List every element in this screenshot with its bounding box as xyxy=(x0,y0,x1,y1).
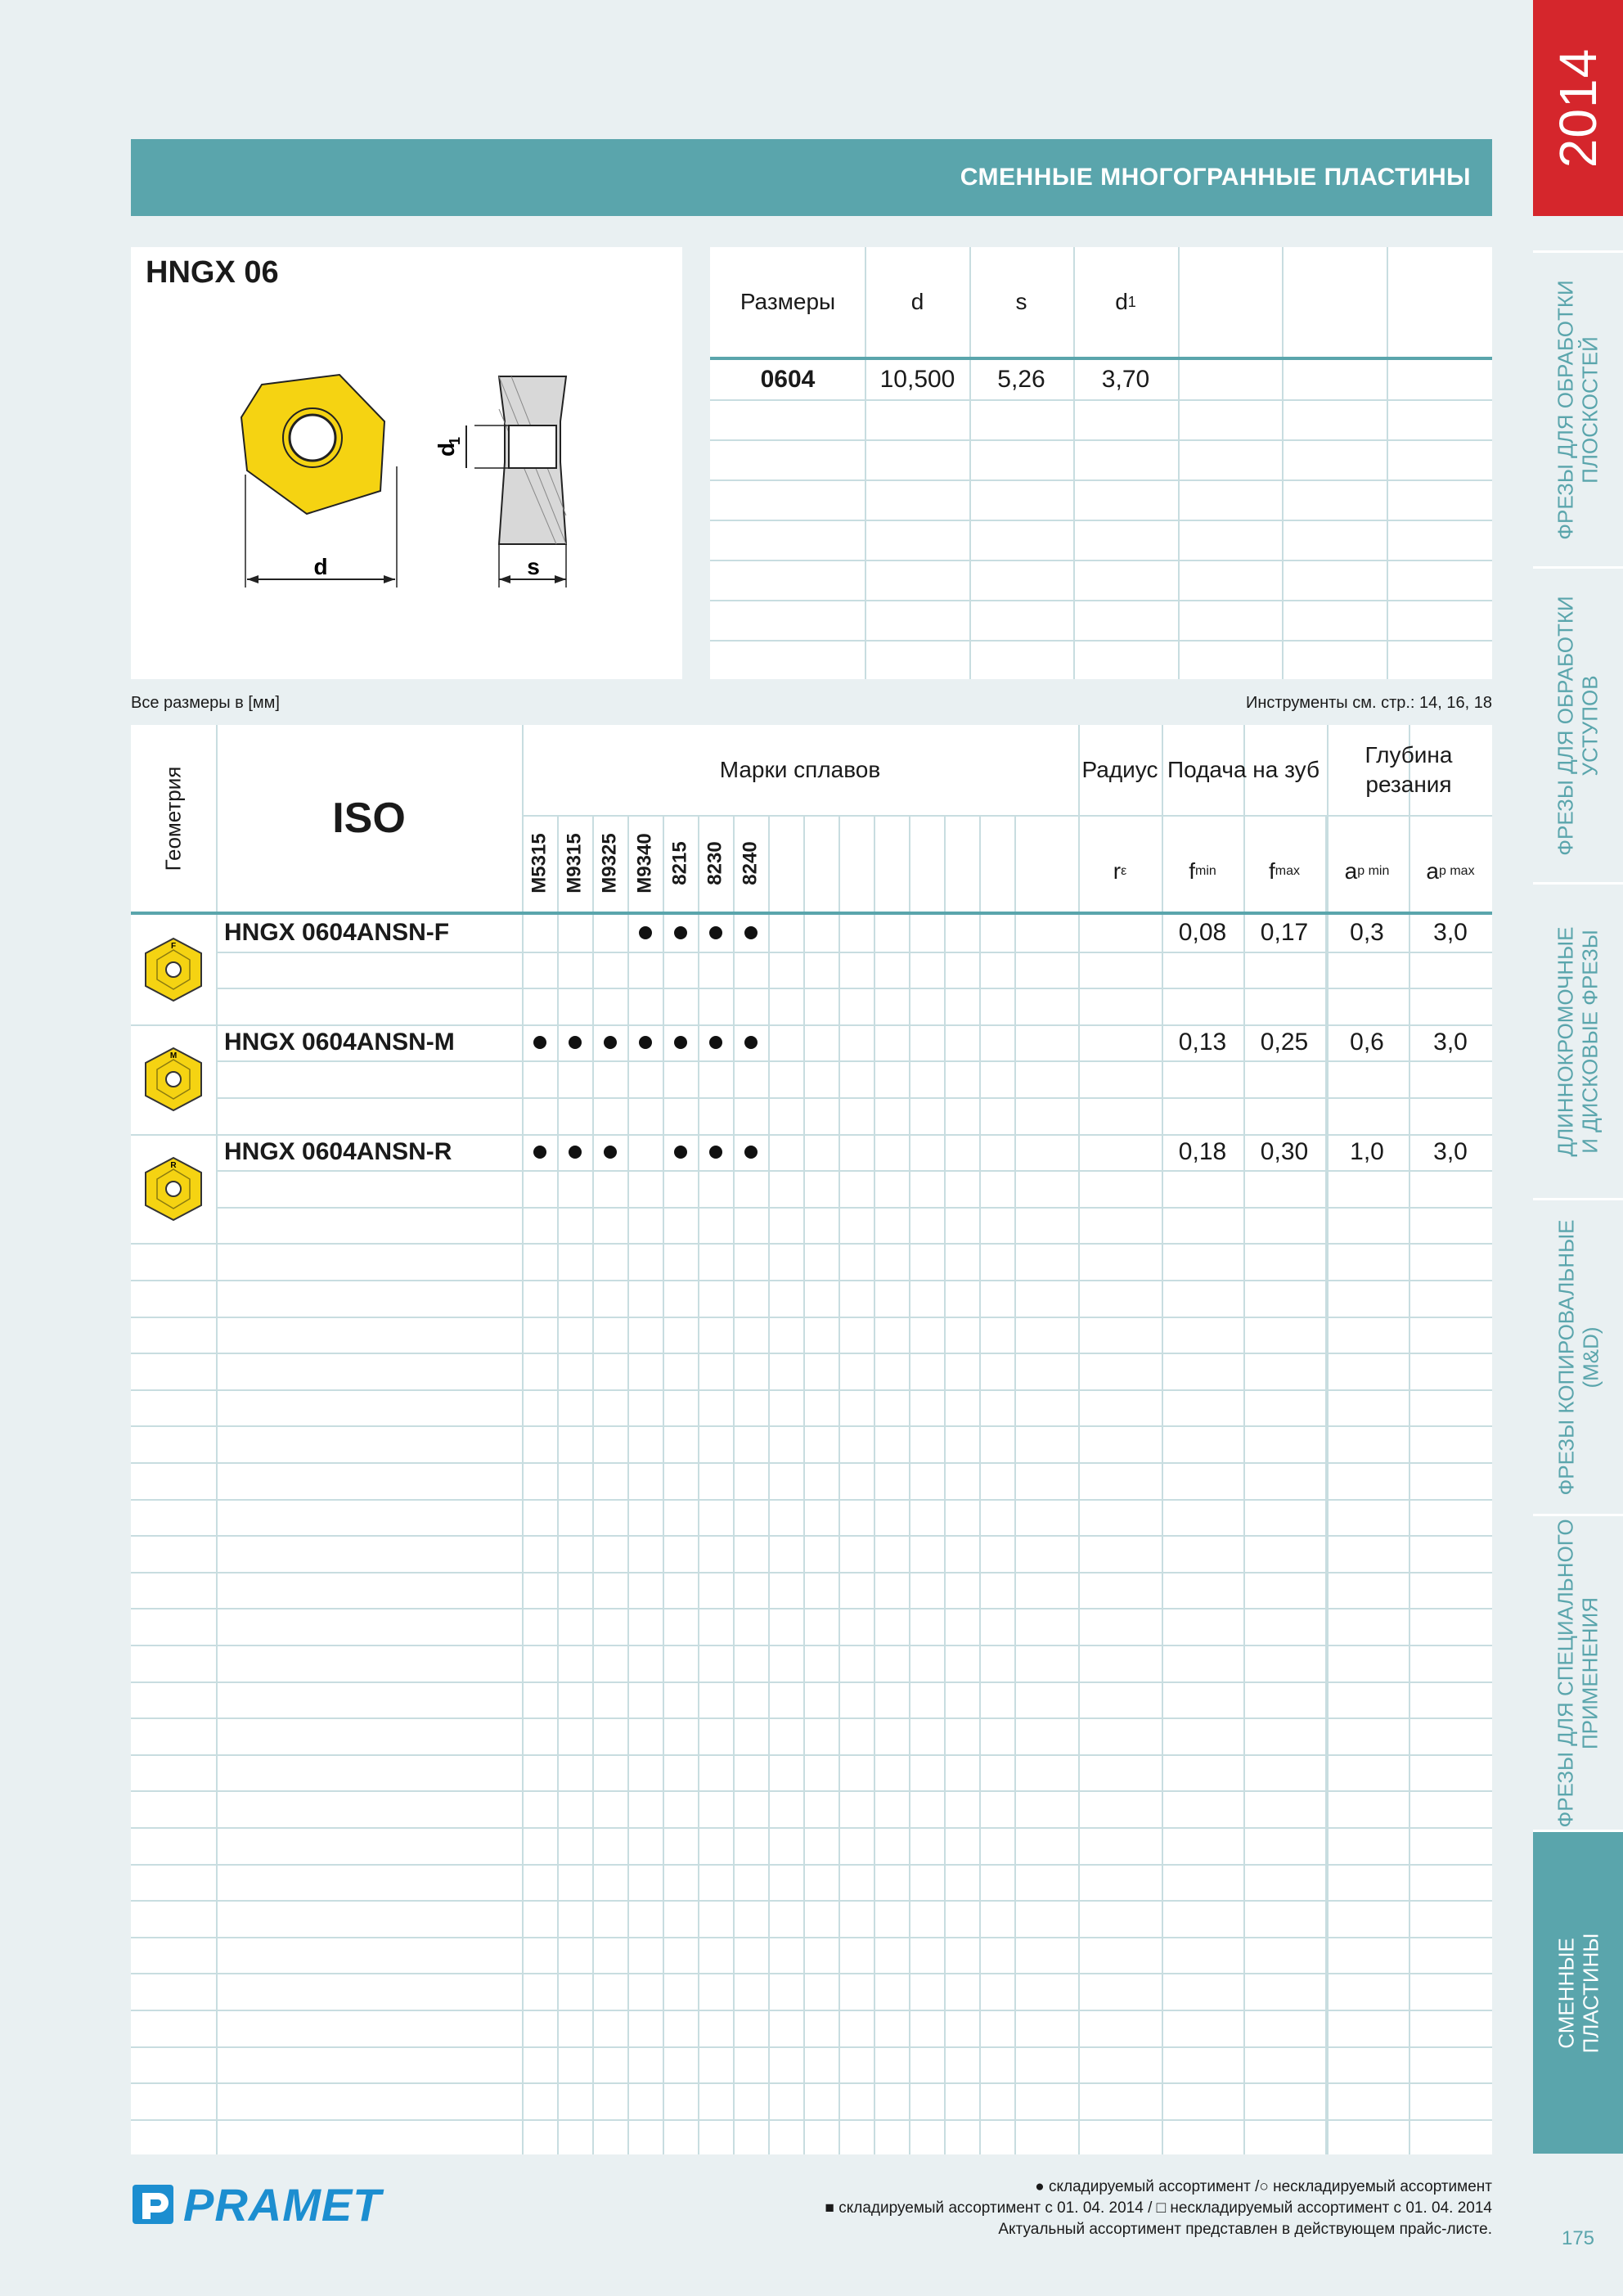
grade-label-m5315: M5315 xyxy=(528,833,551,894)
grid-line xyxy=(131,1608,1492,1609)
stock-dot xyxy=(663,1024,698,1061)
grid-line xyxy=(131,1645,1492,1646)
insert-geometry-icon xyxy=(139,1045,208,1114)
grid-line xyxy=(131,1973,1492,1974)
grid-line xyxy=(216,725,218,2154)
tools-reference-note: Инструменты см. стр.: 14, 16, 18 xyxy=(1245,694,1492,712)
grid-line xyxy=(131,2082,1492,2084)
grid-line xyxy=(216,952,1492,953)
dim-row-size: 0604 xyxy=(760,366,816,393)
grid-line xyxy=(131,2010,1492,2011)
geometry-header: Геометрия xyxy=(160,766,186,871)
side-tab-label: СМЕННЫЕ ПЛАСТИНЫ xyxy=(1553,1933,1603,2053)
grid-line xyxy=(803,815,805,2154)
grid-line xyxy=(874,815,875,2154)
stock-dot xyxy=(592,1134,627,1171)
grid-line xyxy=(909,815,910,2154)
stock-dot xyxy=(522,1134,557,1171)
grid-line xyxy=(131,1243,1492,1245)
dim-d-label: d xyxy=(313,554,328,579)
grid-line xyxy=(131,1317,1492,1318)
grid-line xyxy=(698,815,699,2154)
grid-line xyxy=(131,2119,1492,2121)
grid-line xyxy=(216,1097,1492,1099)
stock-dot xyxy=(557,1024,592,1061)
grid-line xyxy=(131,1937,1492,1938)
dimensions-table xyxy=(710,247,1492,679)
apmax-value: 3,0 xyxy=(1433,919,1468,947)
apmin-value: 0,3 xyxy=(1350,919,1384,947)
stock-dot xyxy=(627,1024,663,1061)
grid-line xyxy=(131,1280,1492,1281)
grid-line xyxy=(216,1170,1492,1172)
brand-name: PRAMET xyxy=(183,2178,382,2231)
fmin-value: 0,18 xyxy=(1178,1137,1227,1165)
stock-dot xyxy=(663,915,698,952)
svg-text:M: M xyxy=(169,1051,178,1060)
stock-dot xyxy=(733,1024,768,1061)
svg-text:R: R xyxy=(170,1160,177,1170)
iso-code: HNGX 0604ANSN-M xyxy=(224,1029,455,1056)
dim-row-d1: 3,70 xyxy=(1101,366,1150,393)
grid-line xyxy=(663,815,664,2154)
iso-code: HNGX 0604ANSN-F xyxy=(224,919,450,947)
dim-d1-label: d xyxy=(434,442,459,457)
stock-dot xyxy=(733,1134,768,1171)
grid-line xyxy=(1409,815,1410,2154)
symbol-ap-min: a p min xyxy=(1344,858,1390,884)
grid-line xyxy=(131,1900,1492,1902)
stock-dot xyxy=(698,1024,733,1061)
side-tab-label: ФРЕЗЫ ДЛЯ ОБРАБОТКИ УСТУПОВ xyxy=(1553,595,1603,856)
side-tab-label: ДЛИННОКРОМОЧНЫЕ И ДИСКОВЫЕ ФРЕЗЫ xyxy=(1553,925,1603,1157)
stock-dot xyxy=(522,1024,557,1061)
grid-line xyxy=(216,1060,1492,1062)
grid-line xyxy=(131,2046,1492,2048)
side-tab-face-milling[interactable] xyxy=(1533,250,1623,566)
grid-line xyxy=(131,1681,1492,1683)
fmax-value: 0,30 xyxy=(1260,1137,1309,1165)
legend-stock: ● складируемый ассортимент /○ нескладируемый ассортимент xyxy=(1035,2178,1492,2195)
grid-line xyxy=(838,815,840,2154)
grid-line xyxy=(768,815,770,2154)
apmin-value: 1,0 xyxy=(1350,1137,1384,1165)
grid-line xyxy=(131,1827,1492,1829)
depth-header: Глубина резания xyxy=(1364,742,1453,797)
grade-label-8240: 8240 xyxy=(739,841,762,885)
side-tab-shoulder-milling[interactable] xyxy=(1533,566,1623,882)
grid-line xyxy=(131,1864,1492,1866)
grid-line xyxy=(1078,725,1080,2154)
apmax-value: 3,0 xyxy=(1433,1137,1468,1165)
side-tab-label: ФРЕЗЫ ДЛЯ СПЕЦИАЛЬНОГО ПРИМЕНЕНИЯ xyxy=(1553,1518,1603,1828)
grid-line xyxy=(131,1572,1492,1573)
grid-line xyxy=(131,1717,1492,1719)
grid-line xyxy=(1162,815,1163,2154)
legend-price-list: Актуальный ассортимент представлен в действующем прайс-листе. xyxy=(998,2221,1492,2238)
grid-line xyxy=(216,988,1492,989)
grid-line xyxy=(131,1462,1492,1464)
side-tab-label: ФРЕЗЫ КОПИРОВАЛЬНЫЕ (M&D) xyxy=(1553,1219,1603,1495)
insert-title: HNGX 06 xyxy=(146,255,279,290)
symbol-f-max: f max xyxy=(1268,858,1300,884)
grade-label-m9315: M9315 xyxy=(563,833,586,894)
pramet-logo-icon xyxy=(131,2181,178,2227)
grid-line xyxy=(592,815,594,2154)
iso-header: ISO xyxy=(332,795,406,842)
section-header: СМЕННЫЕ МНОГОГРАННЫЕ ПЛАСТИНЫ xyxy=(131,139,1492,216)
stock-dot xyxy=(733,915,768,952)
symbol-f-min: f min xyxy=(1189,858,1216,884)
stock-dot xyxy=(557,1134,592,1171)
grid-line xyxy=(1014,815,1016,2154)
grid-line xyxy=(131,1353,1492,1354)
dim-row-d: 10,500 xyxy=(879,366,955,393)
apmin-value: 0,6 xyxy=(1350,1029,1384,1056)
stock-dot xyxy=(698,1134,733,1171)
svg-text:F: F xyxy=(170,941,177,951)
grid-line xyxy=(131,1389,1492,1391)
grid-line xyxy=(944,815,946,2154)
grade-label-m9325: M9325 xyxy=(598,833,621,894)
dim-row-s: 5,26 xyxy=(997,366,1045,393)
insert-technical-drawing xyxy=(229,360,589,606)
grade-label-8215: 8215 xyxy=(668,841,691,885)
year-badge xyxy=(1533,0,1623,216)
stock-dot xyxy=(663,1134,698,1171)
fmin-value: 0,13 xyxy=(1178,1029,1227,1056)
feed-header: Подача на зуб xyxy=(1167,757,1320,782)
grid-line xyxy=(131,1535,1492,1537)
grid-line xyxy=(131,1754,1492,1756)
dim-d1-subscript: 1 xyxy=(447,436,463,445)
year-label: 2014 xyxy=(1549,47,1607,169)
side-tab-label: ФРЕЗЫ ДЛЯ ОБРАБОТКИ ПЛОСКОСТЕЙ xyxy=(1553,279,1603,540)
grid-line xyxy=(1325,815,1327,2154)
page-number: 175 xyxy=(1561,2227,1595,2249)
grid-line xyxy=(131,1790,1492,1792)
grid-line xyxy=(216,1207,1492,1209)
grades-table xyxy=(131,725,1492,2154)
iso-code: HNGX 0604ANSN-R xyxy=(224,1137,452,1165)
dim-header-sizes: Размеры xyxy=(740,289,836,314)
dim-header-s: s xyxy=(1015,289,1027,314)
dim-s-label: s xyxy=(527,554,540,579)
radius-header: Радиус xyxy=(1081,757,1158,782)
side-tab-inserts[interactable] xyxy=(1533,1830,1623,2154)
grid-line xyxy=(131,1499,1492,1501)
insert-geometry-icon xyxy=(139,1155,208,1223)
symbol-r-eps: r ε xyxy=(1113,858,1127,884)
dim-header-d1: d 1 xyxy=(1115,289,1136,314)
brand-logo xyxy=(131,2178,401,2231)
grid-line xyxy=(522,725,524,2154)
symbol-ap-max: a p max xyxy=(1426,858,1475,884)
grid-line xyxy=(733,815,735,2154)
grades-header: Марки сплавов xyxy=(719,757,881,782)
units-note: Все размеры в [мм] xyxy=(131,694,280,712)
fmin-value: 0,08 xyxy=(1178,919,1227,947)
side-tab-special-milling[interactable] xyxy=(1533,1514,1623,1830)
grid-line xyxy=(131,1425,1492,1427)
apmax-value: 3,0 xyxy=(1433,1029,1468,1056)
grid-line xyxy=(557,815,559,2154)
stock-dot xyxy=(627,915,663,952)
stock-dot xyxy=(698,915,733,952)
grade-label-m9340: M9340 xyxy=(633,833,656,894)
grid-line xyxy=(627,815,629,2154)
fmax-value: 0,17 xyxy=(1260,919,1309,947)
grade-label-8230: 8230 xyxy=(704,841,726,885)
side-tab-copy-milling[interactable] xyxy=(1533,1198,1623,1514)
dim-header-d: d xyxy=(910,289,924,314)
grid-line xyxy=(979,815,981,2154)
insert-geometry-icon xyxy=(139,935,208,1004)
stock-dot xyxy=(592,1024,627,1061)
fmax-value: 0,25 xyxy=(1260,1029,1309,1056)
side-tab-long-edge-cutters[interactable] xyxy=(1533,882,1623,1198)
legend-stock-date: ■ складируемый ассортимент с 01. 04. 2014 / □ нескладируемый ассортимент с 01. 04. 2014 xyxy=(825,2199,1492,2217)
